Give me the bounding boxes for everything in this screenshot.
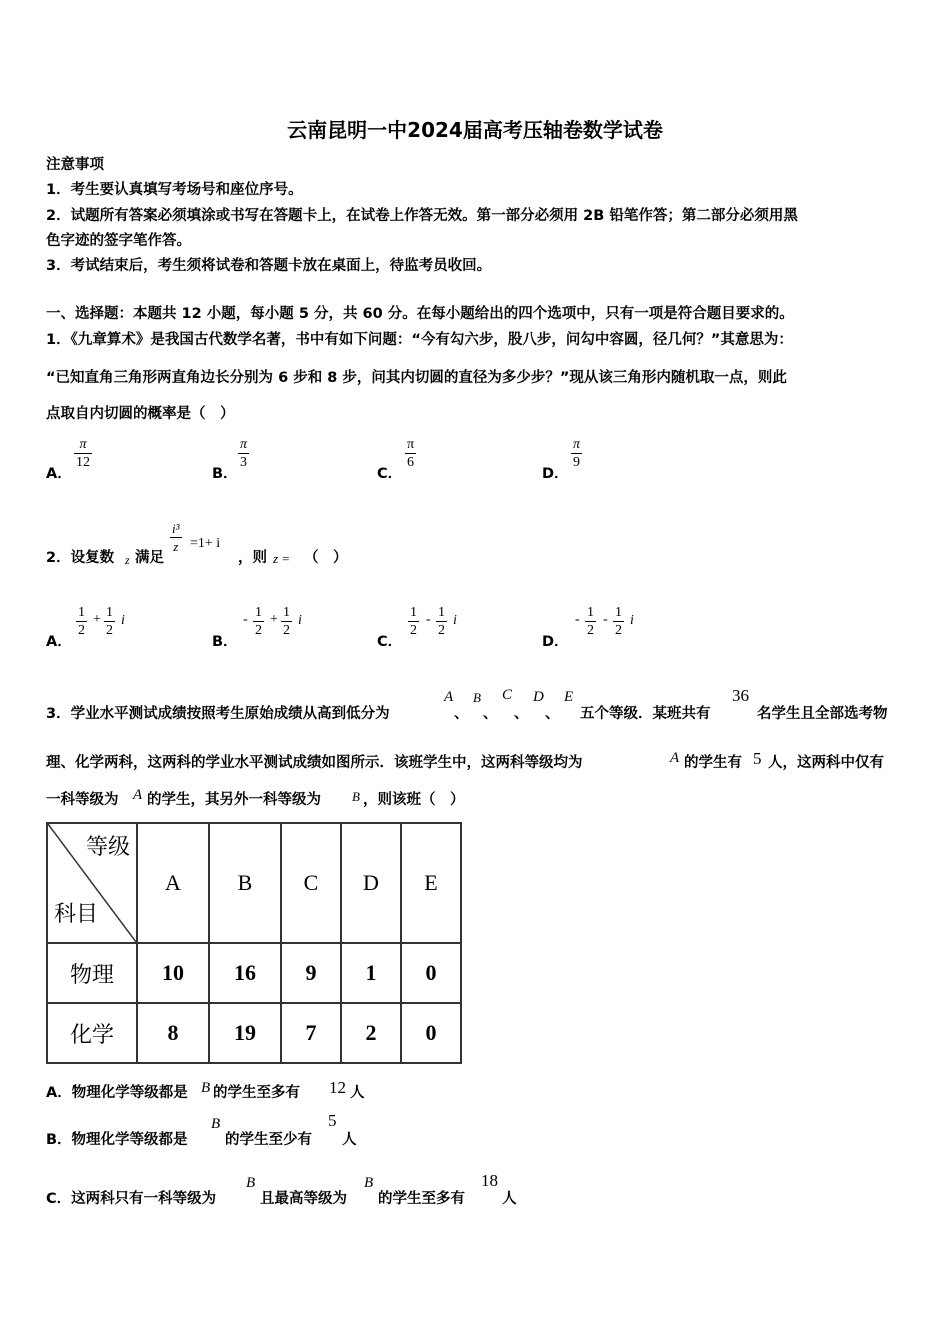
option-label: C．: [377, 634, 403, 650]
corner-label-subject: 科目: [54, 901, 99, 926]
grade-table: [46, 822, 462, 1064]
fraction: $\frac{1}{2}$: [255, 605, 262, 638]
grade-letter: A: [133, 787, 143, 803]
q1-line-2: “已知直角三角形两直角边长分别为 6 步和 8 步，问其内切圆的直径为多少步？”现从该三角形内随机取一点，则此: [46, 370, 787, 386]
option-label: B．: [212, 466, 238, 482]
table-cell: 9: [281, 943, 341, 1003]
notice-item-2: 2．试题所有答案必须填涂或书写在答题卡上，在试卷上作答无效。第一部分必须用 2B 铅笔作答；第二部分必须用黑: [46, 208, 798, 224]
grade-letter: B: [211, 1116, 221, 1132]
grade-sep: 、: [514, 706, 529, 722]
grade-letter: A: [444, 689, 454, 705]
grade-sep: 、: [545, 706, 560, 722]
q3-opta-b: 的学生至多有: [213, 1085, 300, 1101]
table-cell: 0: [401, 1003, 461, 1063]
notice-item-1: 1．考生要认真填写考场号和座位序号。: [46, 182, 303, 198]
option-label: B．: [212, 634, 238, 650]
option-label: C．: [377, 466, 403, 482]
notice-item-3: 3．考试结束后，考生须将试卷和答题卡放在桌面上，待监考员收回。: [46, 258, 492, 274]
q2-z-eq: z =: [273, 551, 291, 566]
sign: -: [243, 612, 248, 627]
q3-optc-d: 人: [502, 1191, 517, 1207]
grade-sep: 、: [454, 706, 469, 722]
table-cell: 19: [209, 1003, 281, 1063]
q3-l2-a: 理、化学两科，这两科的学业水平测试成绩如图所示．该班学生中，这两科等级均为: [46, 755, 583, 771]
grade-letter: B: [201, 1080, 211, 1096]
fraction: $\frac{1}{2}$: [587, 605, 594, 638]
table-header: B: [209, 823, 281, 943]
imag-unit: i: [453, 613, 457, 628]
q3-optb-c: 人: [342, 1132, 357, 1148]
q2-then: ，则: [238, 550, 267, 566]
table-cell: 0: [401, 943, 461, 1003]
q3-l1-a: 3．学业水平测试成绩按照考生原始成绩从高到低分为: [46, 706, 390, 722]
table-corner-cell: [47, 823, 137, 943]
notice-item-2-cont: 色字迹的签字笔作答。: [46, 233, 191, 249]
sign: -: [575, 612, 580, 627]
operator: +: [270, 612, 278, 627]
fraction: $\frac{\pi}{12}$: [76, 437, 90, 470]
corner-label-grade: 等级: [85, 834, 130, 859]
table-header: D: [341, 823, 401, 943]
q3-l3-b: 的学生，其另外一科等级为: [147, 792, 321, 808]
q2-z-var: z: [125, 553, 130, 567]
q3-optb-a: B．物理化学等级都是: [46, 1132, 188, 1148]
q3-count: 5: [753, 749, 762, 768]
fraction: $\frac{\pi}{3}$: [240, 437, 248, 470]
table-header: C: [281, 823, 341, 943]
q2-fraction: $\frac{\text{i³}}{z}$: [172, 521, 180, 554]
q3-l3-a: 一科等级为: [46, 792, 119, 808]
q3-l1-c: 名学生且全部选考物: [757, 706, 888, 722]
fraction: $\frac{\pi}{9}$: [573, 437, 581, 470]
option-label: A．: [46, 634, 72, 650]
q3-optb-b: 的学生至少有: [225, 1132, 312, 1148]
grade-letter: E: [564, 689, 574, 705]
q3-l1-b: 五个等级．某班共有: [580, 706, 711, 722]
grade-sep: 、: [483, 706, 498, 722]
q3-optb-n: 5: [328, 1111, 337, 1130]
section-heading: 一、选择题：本题共 12 小题，每小题 5 分，共 60 分。在每小题给出的四个选项中，只有一项是符合题目要求的。: [46, 306, 794, 322]
q1-line-1: 1．《九章算术》是我国古代数学名著，书中有如下问题：“今有勾六步，股八步，问勾中容圆，径几何？”其意思为：: [46, 332, 793, 348]
imag-unit: i: [121, 613, 125, 628]
grade-letter: A: [670, 750, 680, 766]
fraction: $\frac{\pi}{6}$: [407, 437, 415, 470]
q3-opta-a: A．物理化学等级都是: [46, 1085, 188, 1101]
table-row-subject: 化学: [47, 1003, 137, 1063]
table-row: [47, 1003, 461, 1063]
grade-letter: B: [364, 1175, 374, 1191]
notice-heading: 注意事项: [46, 157, 104, 173]
q3-opta-c: 人: [350, 1085, 365, 1101]
table-cell: 1: [341, 943, 401, 1003]
grade-letter: B: [473, 690, 481, 705]
table-row-subject: 物理: [47, 943, 137, 1003]
grade-letter: C: [502, 687, 513, 703]
q3-l2-b: 的学生有: [684, 755, 742, 771]
table-cell: 10: [137, 943, 209, 1003]
fraction: $\frac{1}{2}$: [438, 605, 445, 638]
fraction: $\frac{1}{2}$: [283, 605, 290, 638]
fraction: $\frac{1}{2}$: [78, 605, 85, 638]
fraction: $\frac{1}{2}$: [410, 605, 417, 638]
table-cell: 8: [137, 1003, 209, 1063]
q3-optc-c: 的学生至多有: [378, 1191, 465, 1207]
q3-optc-a: C．这两科只有一科等级为: [46, 1191, 217, 1207]
operator: -: [426, 612, 431, 627]
table-cell: 7: [281, 1003, 341, 1063]
table-header: E: [401, 823, 461, 943]
q3-opta-n: 12: [329, 1078, 346, 1097]
option-label: D．: [542, 466, 569, 482]
q1-line-3: 点取自内切圆的概率是（ ）: [46, 406, 235, 422]
imag-unit: i: [298, 613, 302, 628]
q2-prefix: 2．设复数: [46, 550, 115, 566]
q3-l2-c: 人，这两科中仅有: [768, 755, 884, 771]
operator: +: [93, 612, 101, 627]
table-row: [47, 943, 461, 1003]
imag-unit: i: [630, 613, 634, 628]
table-cell: 2: [341, 1003, 401, 1063]
fraction: $\frac{1}{2}$: [106, 605, 113, 638]
grade-letter: D: [533, 689, 544, 705]
q2-paren: （ ）: [304, 550, 348, 566]
option-label: D．: [542, 634, 569, 650]
fraction: $\frac{1}{2}$: [615, 605, 622, 638]
page-title: 云南昆明一中2024届高考压轴卷数学试卷: [287, 118, 663, 142]
grade-letter: B: [246, 1175, 256, 1191]
table-cell: 16: [209, 943, 281, 1003]
table-header-row: [47, 823, 461, 943]
q3-optc-b: 且最高等级为: [260, 1191, 347, 1207]
operator: -: [603, 612, 608, 627]
table-header: A: [137, 823, 209, 943]
q2-mid: 满足: [135, 550, 164, 566]
q3-l3-c: ，则该班（ ）: [363, 792, 465, 808]
q3-optc-n: 18: [481, 1171, 498, 1190]
option-label: A．: [46, 466, 72, 482]
q3-total: 36: [732, 686, 749, 705]
q2-equation: =1+ i: [190, 536, 221, 551]
grade-letter: B: [352, 789, 360, 804]
